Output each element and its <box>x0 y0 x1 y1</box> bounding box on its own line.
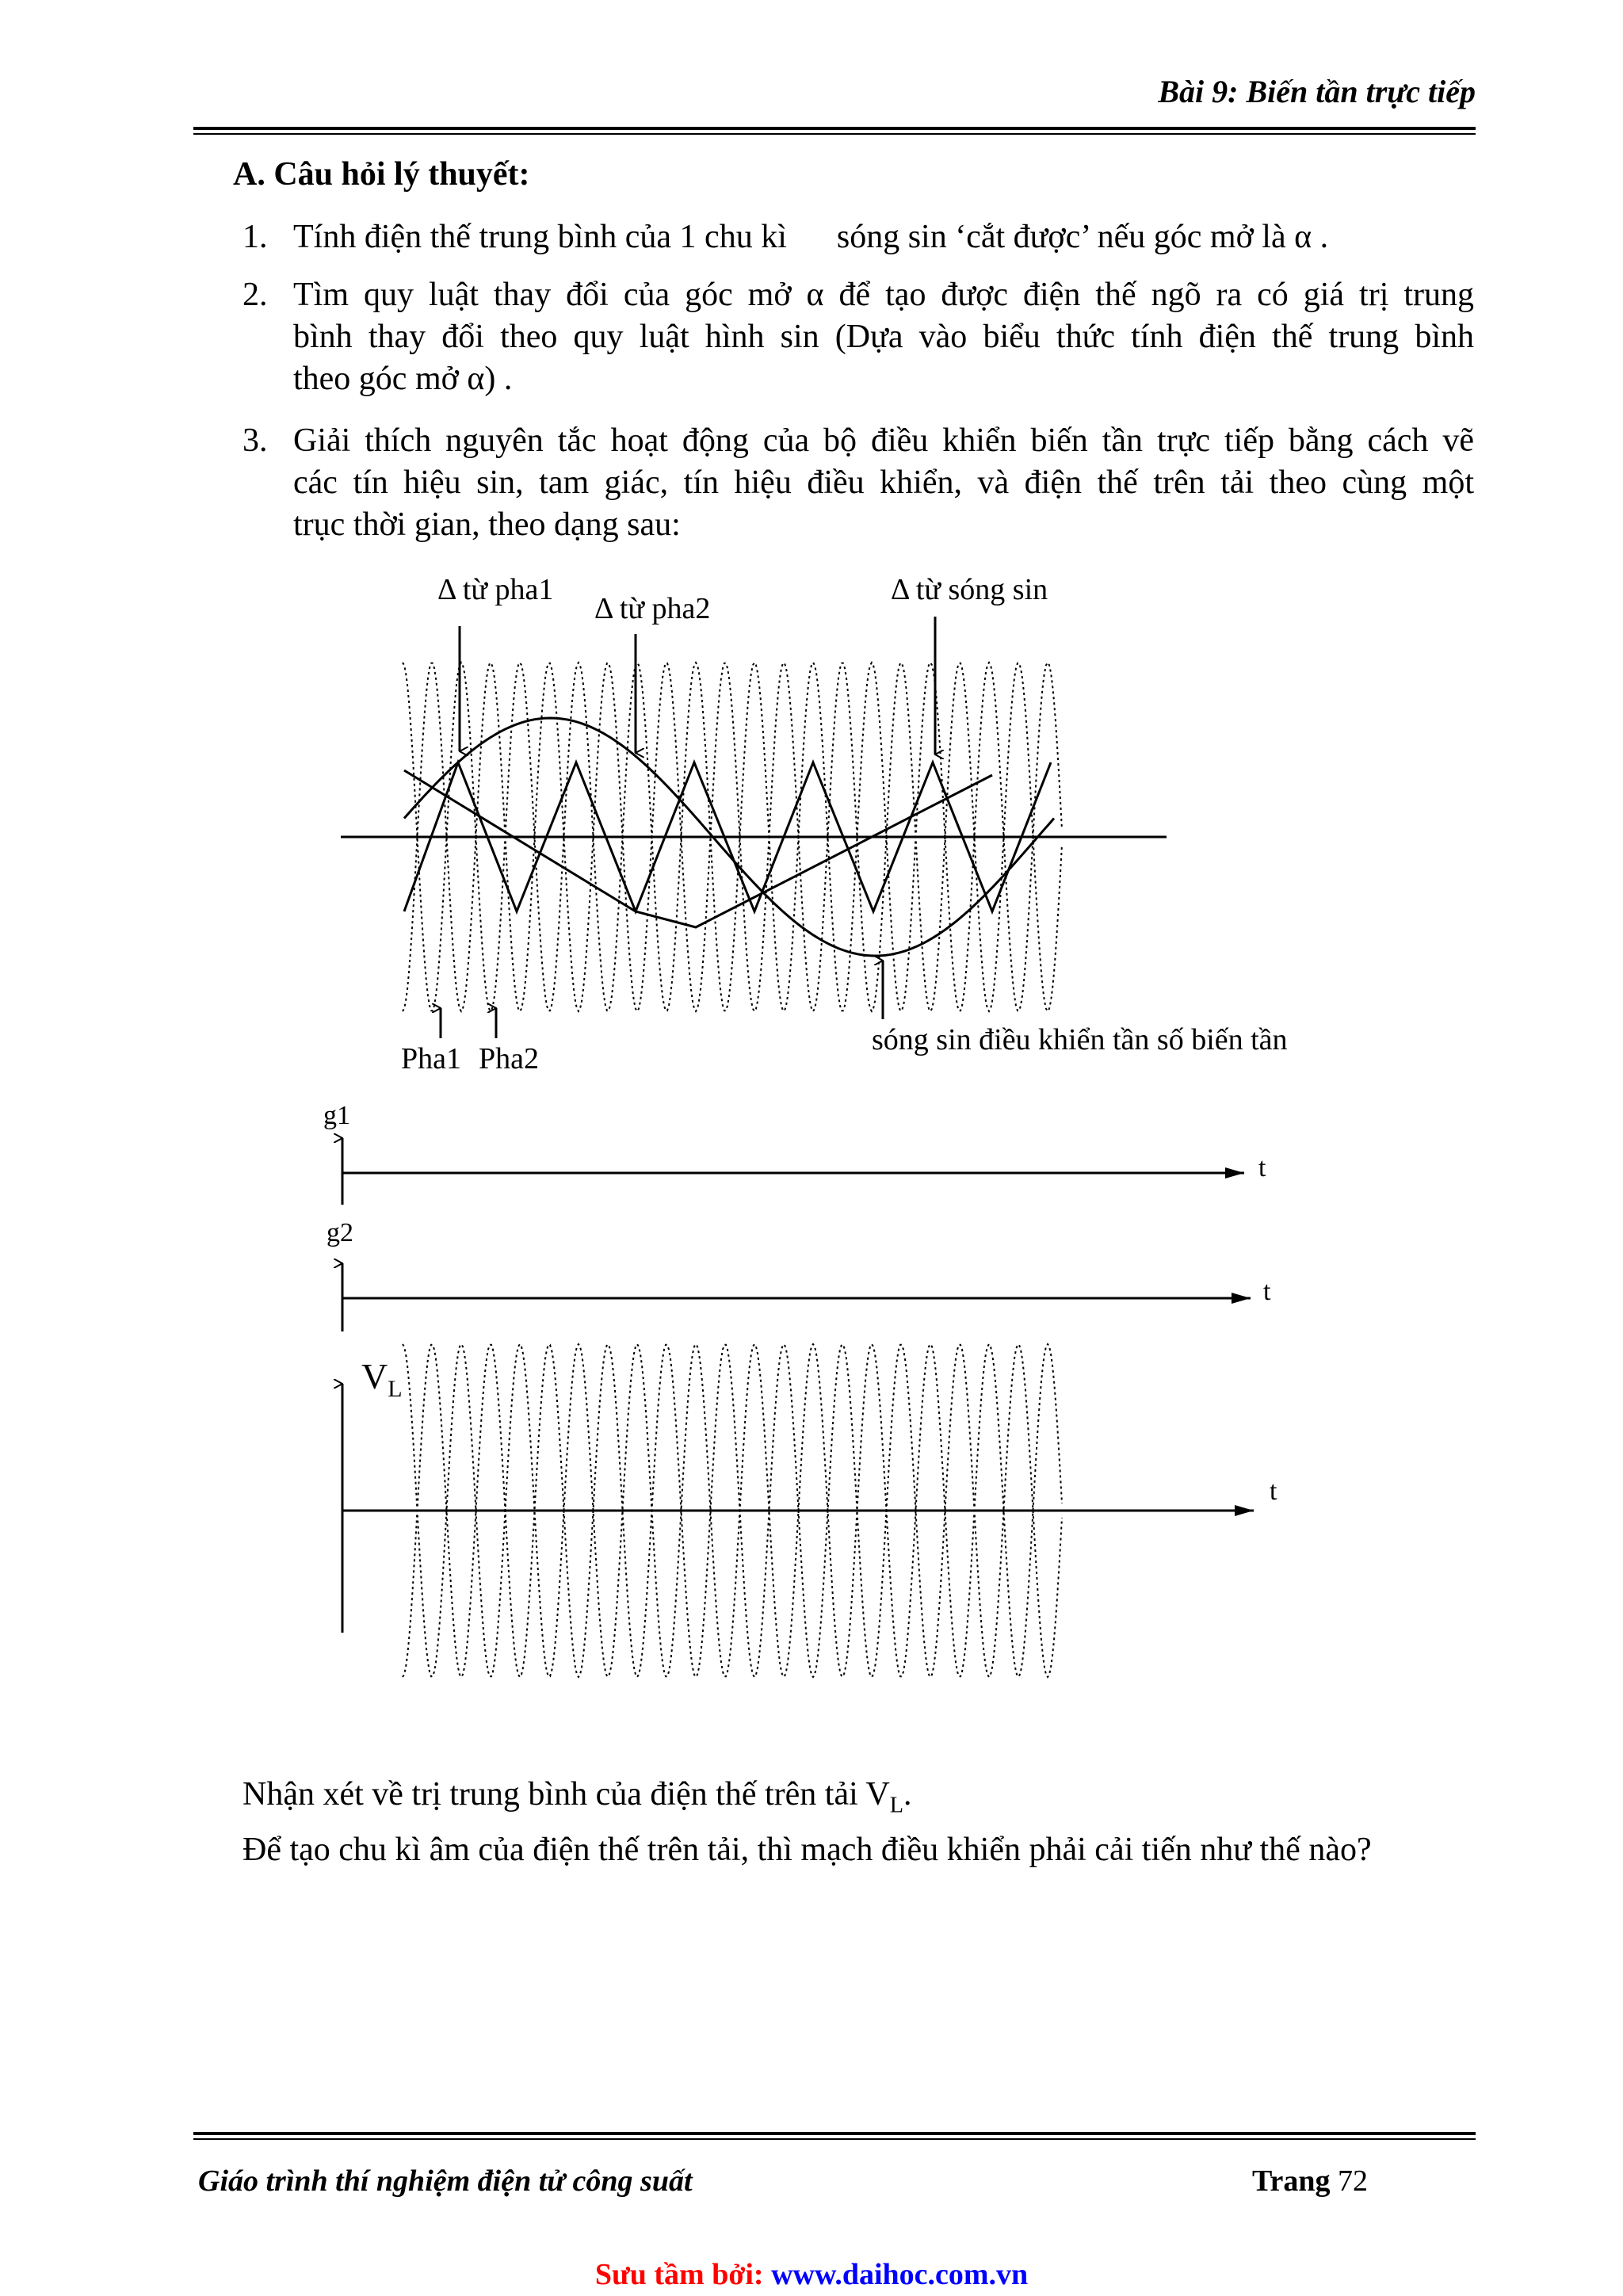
footer-page-number: 72 <box>1338 2164 1369 2198</box>
question-text-line: các tín hiệu sin, tam giác, tín hiệu điều khiển, và điện thế trên tải theo cùng một <box>293 464 1474 501</box>
axis-label-t: t <box>1263 1277 1271 1306</box>
source-link[interactable]: www.daihoc.com.vn <box>771 2258 1029 2291</box>
remark-line-2: Để tạo chu kì âm của điện thế trên tải, thì mạch điều khiển phải cải tiến như thế nào? <box>242 1832 1372 1868</box>
label-pha2: Pha2 <box>479 1042 539 1075</box>
footer-rule-thin <box>193 2138 1476 2140</box>
footer-page <box>1252 2164 1368 2199</box>
g2-plot <box>327 1218 1271 1331</box>
label-delta-sin: Δ từ sóng sin <box>891 573 1048 606</box>
header-title: Bài 9: Biến tần trực tiếp <box>1158 74 1476 109</box>
footer-course-title: Giáo trình thí nghiệm điện tử công suất <box>198 2164 693 2198</box>
g1-plot <box>323 1101 1266 1205</box>
remark-subscript: L <box>889 1793 903 1818</box>
footer-page-label: Trang <box>1252 2164 1331 2198</box>
source-label: Sưu tầm bởi: <box>594 2258 764 2291</box>
question-text-line: trục thời gian, theo dạng sau: <box>293 506 681 543</box>
source-credit <box>0 2257 1623 2292</box>
vl-plot <box>342 1344 1277 1677</box>
remark-line-1 <box>242 1775 911 1818</box>
label-delta-pha2: Δ từ pha2 <box>594 592 711 625</box>
question-number: 2. <box>242 277 268 313</box>
axis-label-t: t <box>1258 1153 1266 1182</box>
question-number: 1. <box>242 219 268 255</box>
question-text-line: bình thay đổi theo quy luật hình sin (Dựa vào biểu thức tính điện thế trung bình <box>293 319 1474 355</box>
axis-label-t: t <box>1270 1477 1277 1506</box>
axis-label-g1: g1 <box>323 1101 350 1130</box>
question-text-line: Tìm quy luật thay đổi của góc mở α để tạo được điện thế ngõ ra có giá trị trung <box>293 277 1474 313</box>
question-text-line: Giải thích nguyên tắc hoạt động của bộ điều khiển biến tần trực tiếp bằng cách vẽ <box>293 422 1474 459</box>
section-title: A. Câu hỏi lý thuyết: <box>233 156 530 193</box>
label-delta-pha1: Δ từ pha1 <box>437 573 554 606</box>
modulation-diagram <box>341 573 1288 1075</box>
question-text: Tính điện thế trung bình của 1 chu kì sóng sin ‘cắt được’ nếu góc mở là α . <box>293 219 1329 255</box>
axis-label-vl: $V_L$ <box>361 1356 403 1402</box>
label-control-sin: sóng sin điều khiển tần số biến tần <box>872 1023 1288 1056</box>
question-number: 3. <box>242 422 268 459</box>
footer-rule-thick <box>193 2132 1476 2135</box>
remark-text: Nhận xét về trị trung bình của điện thế trên tải V <box>242 1776 890 1813</box>
axis-label-g2: g2 <box>327 1218 353 1247</box>
label-pha1: Pha1 <box>401 1042 461 1075</box>
remark-end: . <box>903 1776 912 1813</box>
question-text-line: theo góc mở α) . <box>293 361 513 397</box>
